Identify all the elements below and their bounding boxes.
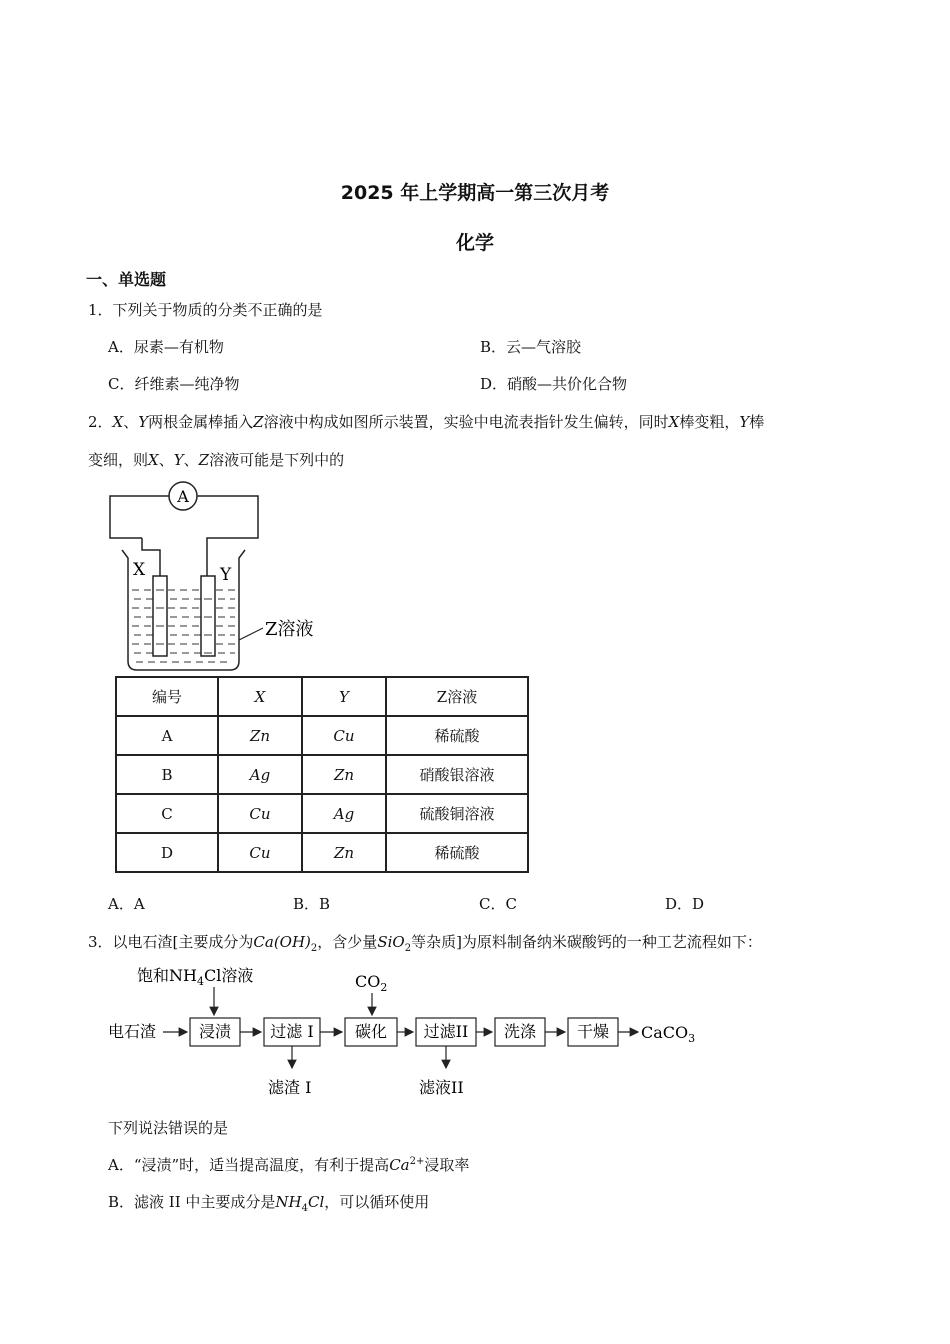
- table-header: X: [218, 677, 302, 716]
- q2-stem-line1: 2．X、Y两根金属棒插入Z溶液中构成如图所示装置，实验中电流表指针发生偏转，同时X棒变粗，Y棒: [88, 413, 765, 431]
- flow-step-soak: 浸渍: [198, 1022, 232, 1041]
- q3-option-b: B．滤液 II 中主要成分是$NH_4Cl$，可以循环使用: [108, 1193, 430, 1214]
- flow-product: CaCO$_3$: [641, 1023, 696, 1045]
- q3-prompt: 下列说法错误的是: [108, 1119, 229, 1137]
- table-cell: Ag: [302, 794, 386, 833]
- electrode-x-label: X: [133, 560, 146, 580]
- q3-stem: 3．以电石渣[主要成分为$Ca(OH)_2$，含少量SiO$_2$等杂质]为原料制备纳米碳酸钙的一种工艺流程如下：: [88, 933, 762, 954]
- reagent-co2: $CO_2$: [355, 972, 388, 994]
- flow-waste-residue: 滤渣 I: [268, 1078, 312, 1097]
- q3-option-a: A．“浸渍”时，适当提高温度，有利于提高$Ca^{2+}$浸取率: [108, 1156, 470, 1174]
- q1-stem: [88, 299, 323, 320]
- flow-waste-filtrate: 滤液II: [419, 1078, 464, 1097]
- flow-step-filter2: 过滤II: [423, 1022, 469, 1041]
- table-cell: D: [116, 833, 218, 872]
- table-cell: 硫酸铜溶液: [386, 794, 528, 833]
- table-row: [116, 755, 528, 794]
- q1-option-b: B．云—气溶胶: [480, 338, 582, 356]
- table-cell: Ag: [218, 755, 302, 794]
- q2-stem-line2: 变细，则X、Y、Z溶液可能是下列中的: [88, 451, 345, 469]
- table-header-row: [116, 677, 528, 716]
- flow-step-filter1: 过滤 I: [270, 1022, 314, 1041]
- solution-label: Z溶液: [265, 619, 314, 640]
- solution-fill: [132, 590, 235, 662]
- table-row: [116, 833, 528, 872]
- ammeter-label: A: [177, 487, 189, 506]
- table-cell: 稀硫酸: [386, 716, 528, 755]
- table-cell: Zn: [218, 716, 302, 755]
- q1-option-c: C．纤维素—纯净物: [108, 375, 240, 393]
- electrode-y-label: Y: [220, 565, 232, 585]
- flow-step-wash: 洗涤: [503, 1022, 537, 1041]
- electrode-y: [201, 576, 215, 656]
- flow-step-carbonize: 碳化: [354, 1022, 388, 1041]
- table-cell: 稀硫酸: [386, 833, 528, 872]
- q1-option-a: A．尿素—有机物: [108, 338, 224, 356]
- table-header: Y: [302, 677, 386, 716]
- table-cell: Cu: [302, 716, 386, 755]
- table-cell: Zn: [302, 755, 386, 794]
- table-row: [116, 794, 528, 833]
- table-header: Z溶液: [386, 677, 528, 716]
- q2-option-a: A．A: [108, 895, 145, 913]
- section-heading: 一、单选题: [86, 270, 167, 289]
- q2-table: [115, 676, 529, 873]
- table-cell: C: [116, 794, 218, 833]
- table-row: [116, 716, 528, 755]
- table-cell: B: [116, 755, 218, 794]
- galvanic-cell-diagram: [100, 478, 340, 674]
- process-flowchart: [105, 960, 705, 1105]
- table-cell: Cu: [218, 833, 302, 872]
- reagent-nh4cl: 饱和$NH_4Cl$溶液: [137, 966, 254, 988]
- q1-text: 下列关于物质的分类不正确的是: [112, 301, 323, 319]
- table-cell: Zn: [302, 833, 386, 872]
- flow-start: 电石渣: [108, 1022, 157, 1041]
- q1-number: 1．: [88, 301, 113, 319]
- table-cell: A: [116, 716, 218, 755]
- q2-option-b: B．B: [293, 895, 331, 913]
- flow-step-dry: 干燥: [576, 1022, 610, 1041]
- table-header: 编号: [116, 677, 218, 716]
- table-cell: Cu: [218, 794, 302, 833]
- subject-title: 化学: [455, 232, 494, 254]
- exam-title: 2025 年上学期高一第三次月考: [340, 182, 610, 204]
- q2-option-d: D．D: [665, 895, 705, 913]
- q1-option-d: D．硝酸—共价化合物: [480, 375, 628, 393]
- table-cell: 硝酸银溶液: [386, 755, 528, 794]
- q2-option-c: C．C: [479, 895, 517, 913]
